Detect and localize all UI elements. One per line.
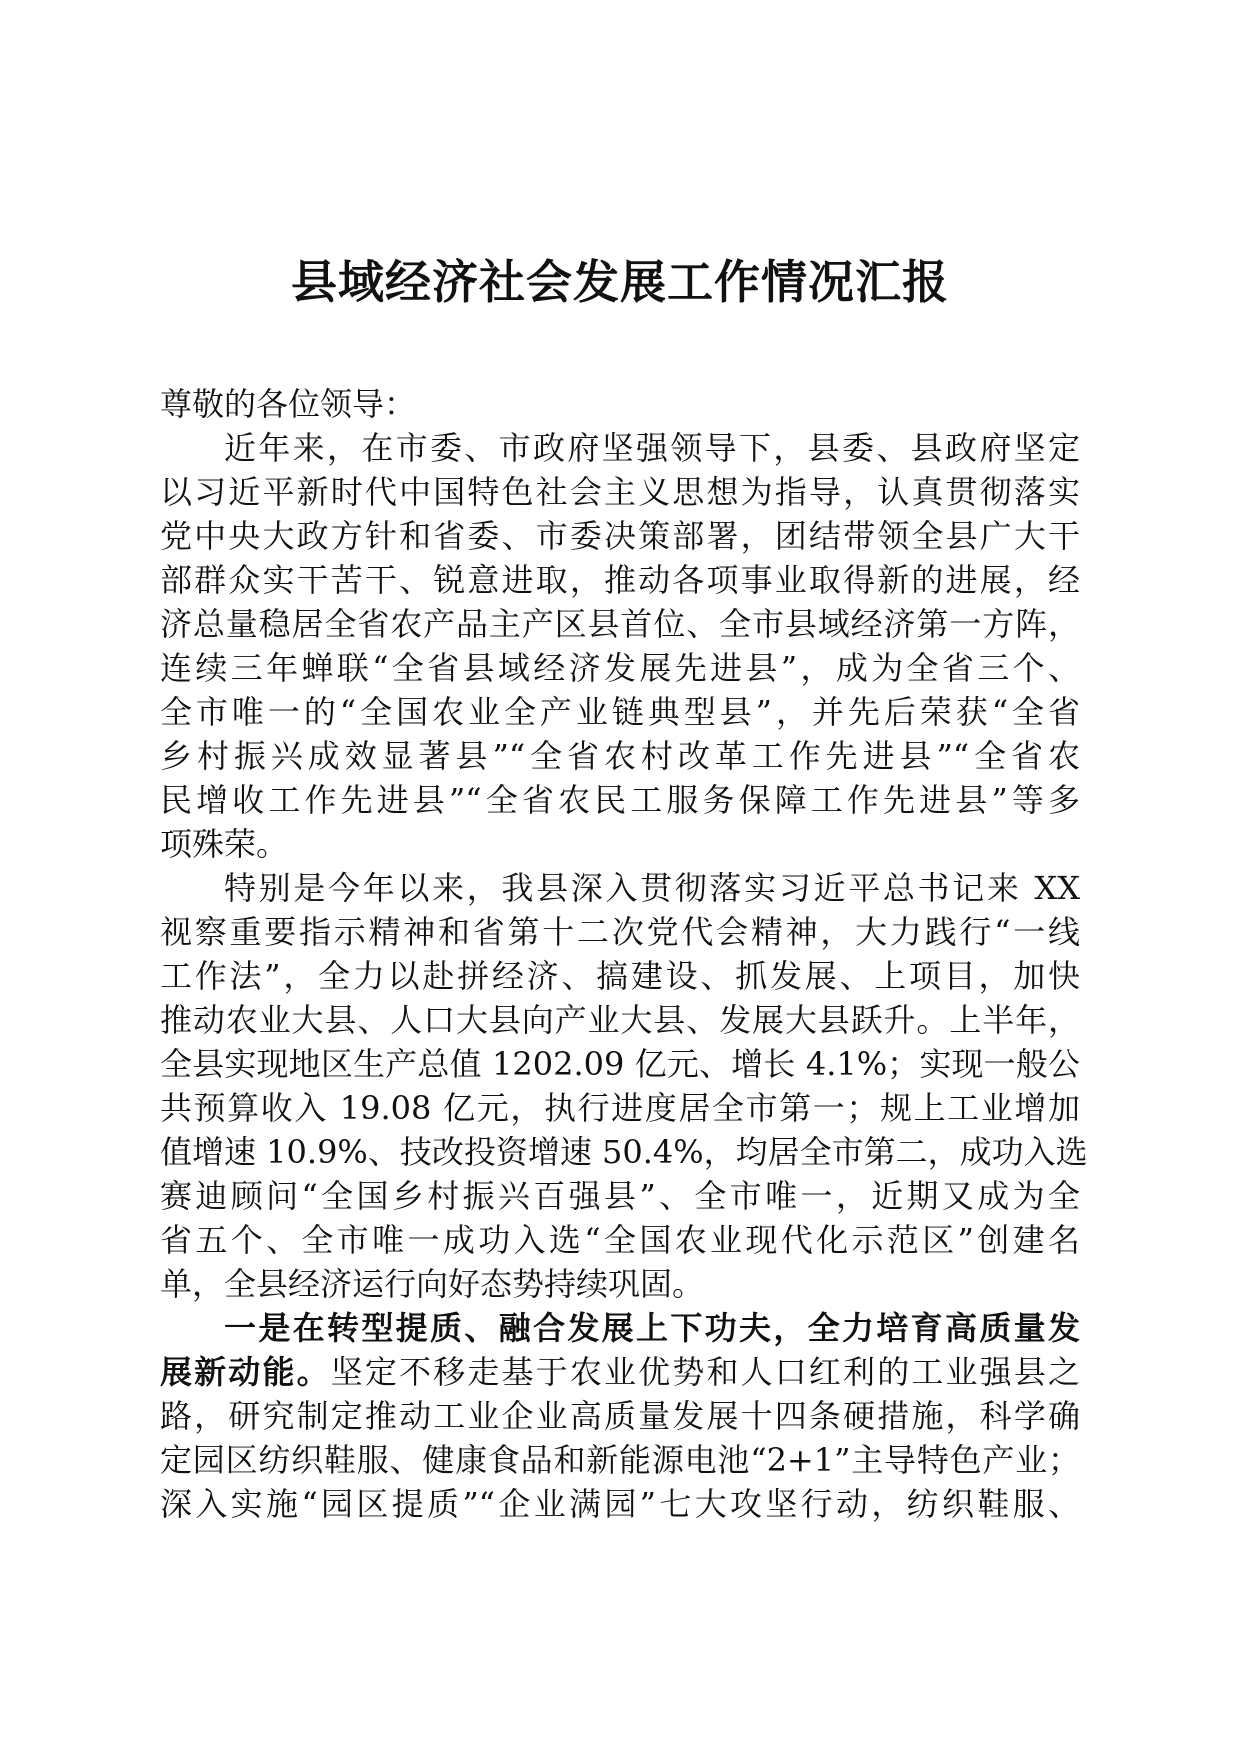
paragraph-3-heading-line: 一是在转型提质、融合发展上下功夫，全力培育高质量发 — [224, 1309, 1080, 1347]
document-title: 县域经济社会发展工作情况汇报 — [291, 255, 949, 309]
paragraph-2-line: 特别是今年以来，我县深入贯彻落实习近平总书记来 XX — [224, 869, 1080, 907]
paragraph-2-line: 工作法”，全力以赴拼经济、搞建设、抓发展、上项目，加快 — [160, 957, 1080, 995]
paragraph-3-line: 路，研究制定推动工业企业高质量发展十四条硬措施，科学确 — [160, 1397, 1080, 1435]
paragraph-3-line: 定园区纺织鞋服、健康食品和新能源电池“2+1”主导特色产业； — [160, 1441, 1080, 1479]
paragraph-1-line: 项殊荣。 — [160, 825, 289, 863]
paragraph-1-line: 民增收工作先进县”“全省农民工服务保障工作先进县”等多 — [160, 781, 1080, 819]
paragraph-3-heading-end: 展新动能。 — [160, 1353, 331, 1391]
paragraph-2-line: 单，全县经济运行向好态势持续巩固。 — [160, 1265, 705, 1303]
paragraph-1-line: 党中央大政方针和省委、市委决策部署，团结带领全县广大干 — [160, 517, 1080, 555]
paragraph-1-line: 济总量稳居全省农产品主产区县首位、全市县域经济第一方阵， — [160, 605, 1080, 643]
paragraph-2-line: 值增速 10.9%、技改投资增速 50.4%，均居全市第二，成功入选 — [160, 1133, 1088, 1171]
document-body — [160, 382, 1088, 1526]
paragraph-2-line: 视察重要指示精神和省第十二次党代会精神，大力践行“一线 — [160, 913, 1080, 951]
paragraph-1-line: 部群众实干苦干、锐意进取，推动各项事业取得新的进展，经 — [160, 561, 1080, 599]
paragraph-2-line: 推动农业大县、人口大县向产业大县、发展大县跃升。上半年， — [160, 1001, 1080, 1039]
paragraph-1-line: 近年来，在市委、市政府坚强领导下，县委、县政府坚定 — [224, 429, 1080, 467]
paragraph-3-line: 深入实施“园区提质”“企业满园”七大攻坚行动，纺织鞋服、 — [160, 1485, 1080, 1523]
paragraph-1-line: 以习近平新时代中国特色社会主义思想为指导，认真贯彻落实 — [160, 473, 1080, 511]
paragraph-1-line: 连续三年蝉联“全省县域经济发展先进县”，成为全省三个、 — [160, 649, 1080, 687]
paragraph-2-line: 全县实现地区生产总值 1202.09 亿元、增长 4.1%；实现一般公 — [160, 1045, 1080, 1083]
salutation: 尊敬的各位领导： — [160, 385, 417, 423]
paragraph-3-text: 坚定不移走基于农业优势和人口红利的工业强县之 — [330, 1353, 1080, 1391]
paragraph-1-line: 全市唯一的“全国农业全产业链典型县”，并先后荣获“全省 — [160, 693, 1080, 731]
paragraph-2-line: 省五个、全市唯一成功入选“全国农业现代化示范区”创建名 — [160, 1221, 1080, 1259]
paragraph-2-line: 共预算收入 19.08 亿元，执行进度居全市第一；规上工业增加 — [160, 1089, 1080, 1127]
paragraph-3-line — [160, 1350, 1080, 1394]
paragraph-1-line: 乡村振兴成效显著县”“全省农村改革工作先进县”“全省农 — [160, 737, 1080, 775]
paragraph-2-line: 赛迪顾问“全国乡村振兴百强县”、全市唯一，近期又成为全 — [160, 1177, 1080, 1215]
